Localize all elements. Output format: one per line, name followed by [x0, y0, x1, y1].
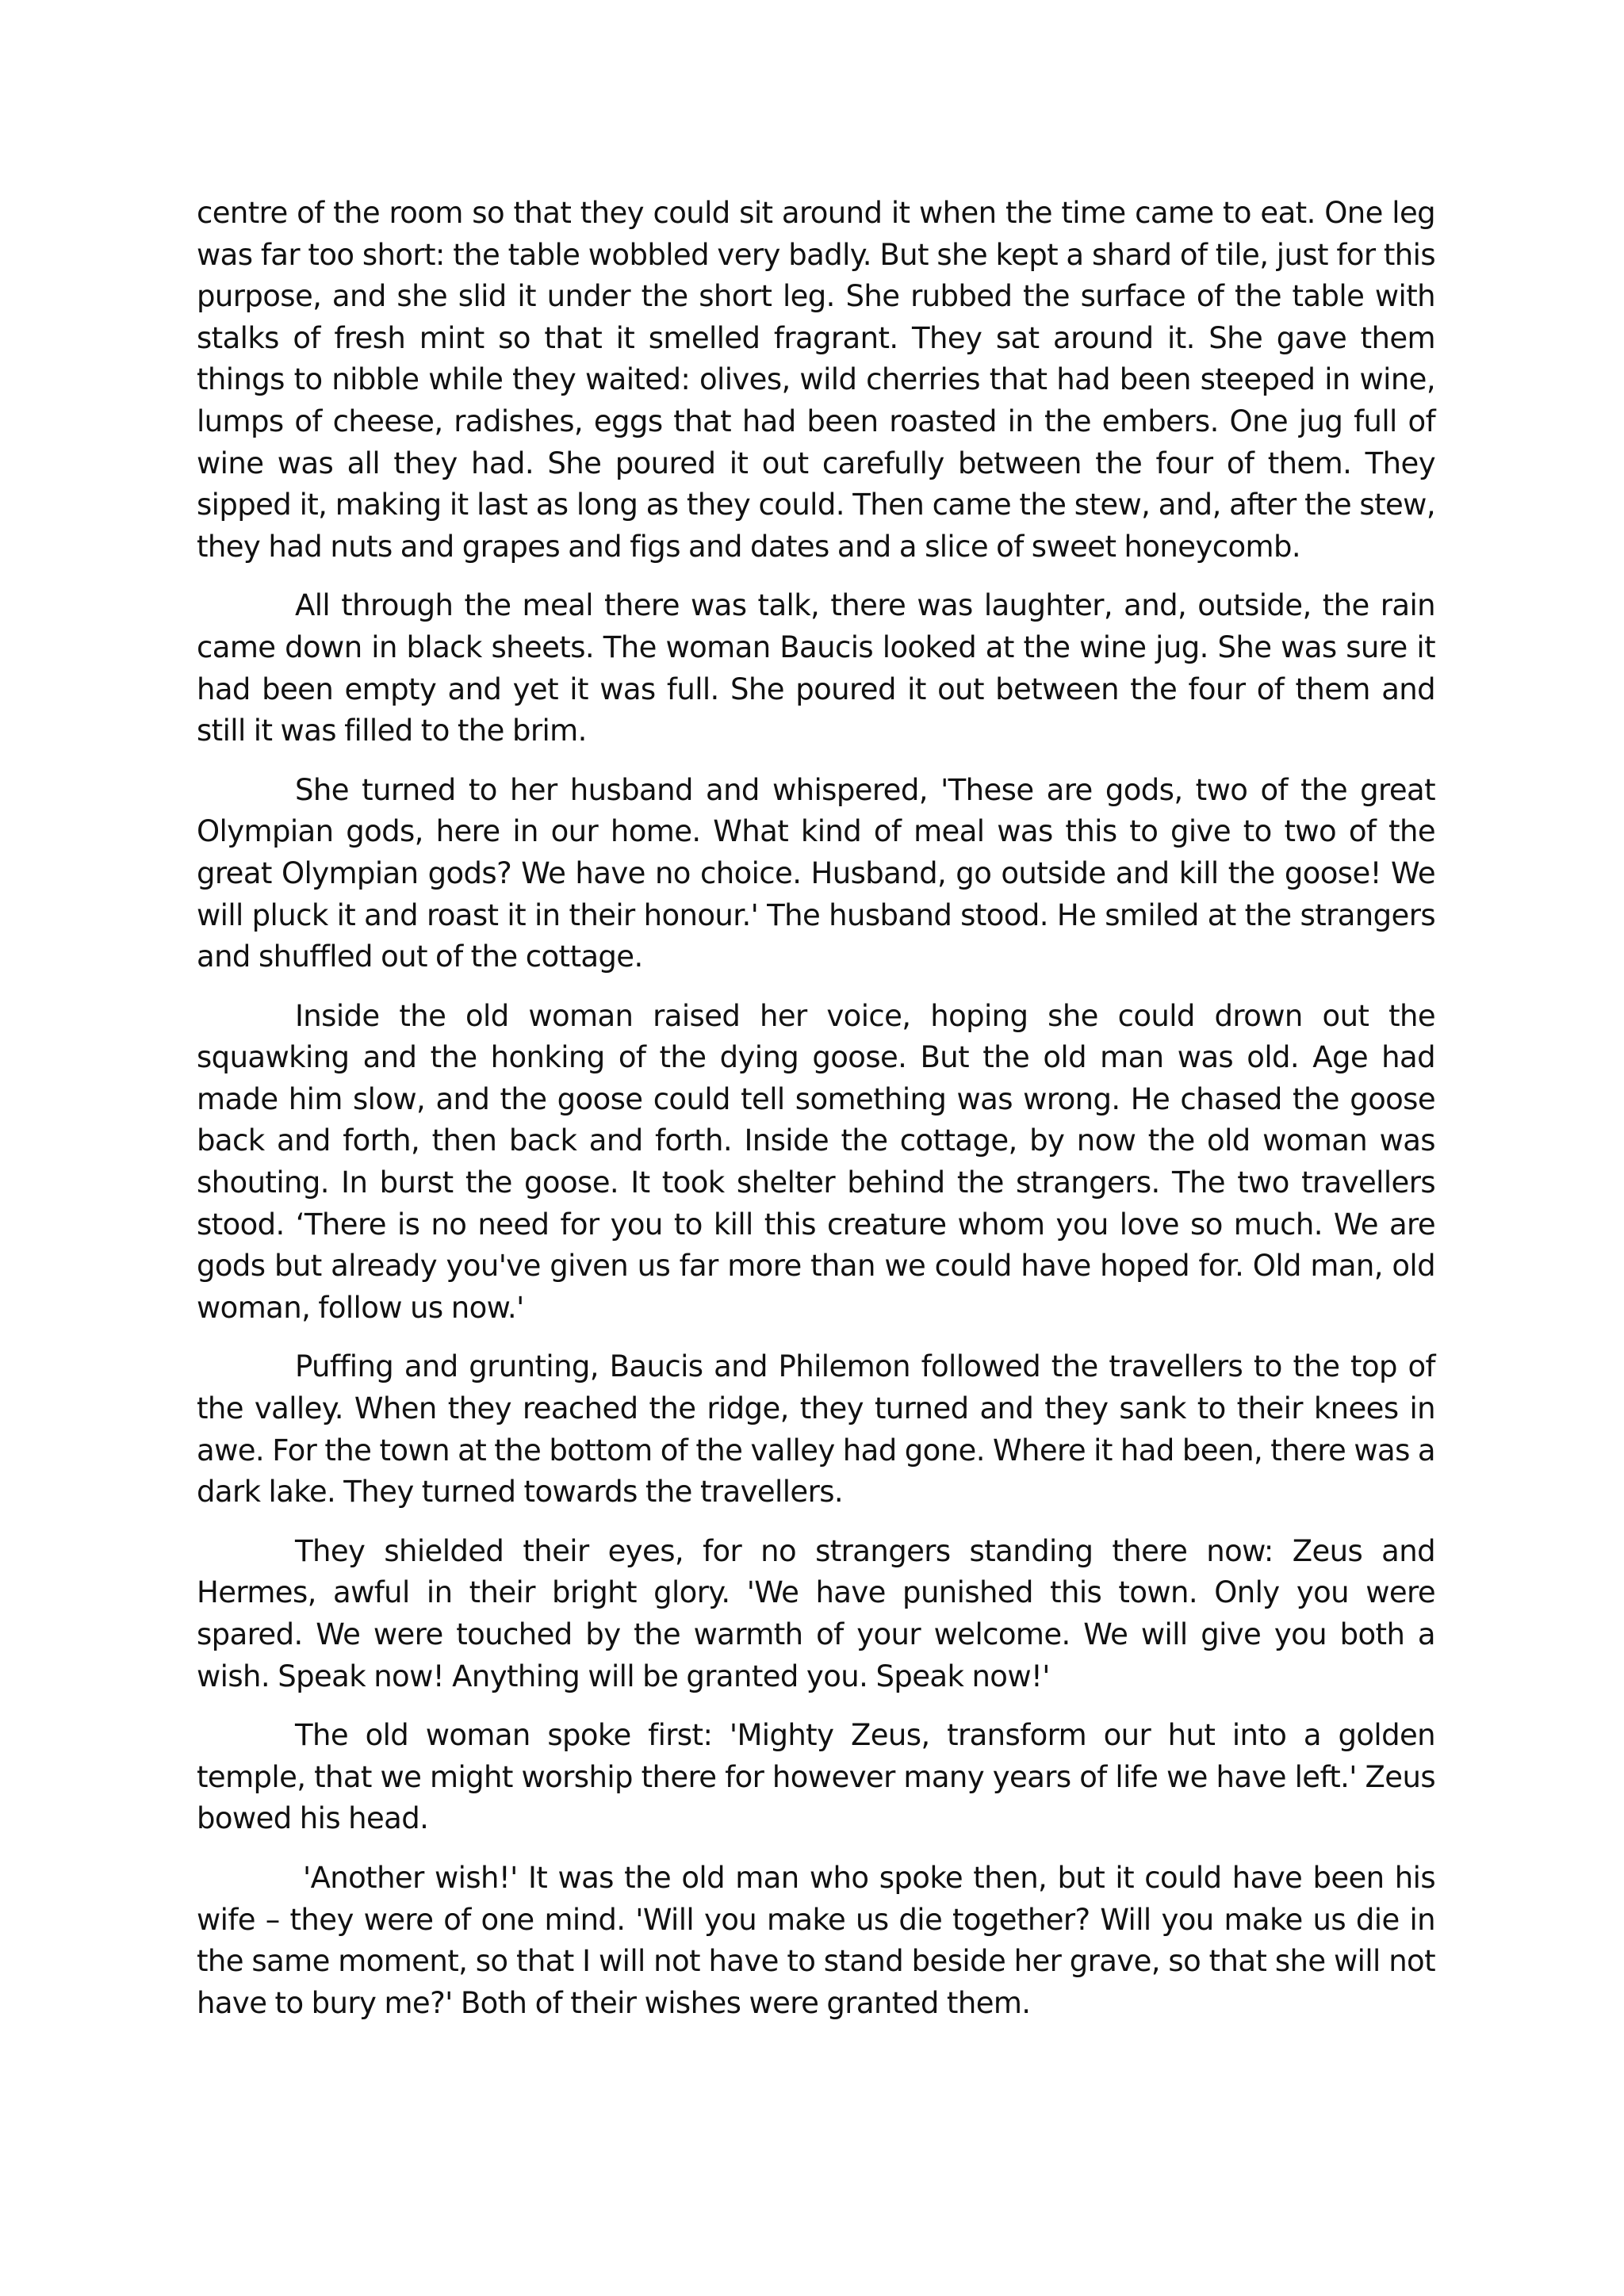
paragraph-1: centre of the room so that they could sit around it when the time came to eat. One leg was far too short: the table wobbled very badly. But she kept a shard of tile, just for this purpose, and she slid it under the short leg. She rubbed the surface of the table with stalks of fresh mint so that it smelled fragrant. They sat around it. She gave them things to nibble while they waited: olives, wild cherries that had been steeped in wine, lumps of cheese, radishes, eggs that had been roasted in the embers. One jug full of wine was all they had. She poured it out carefully between the four of them. They sipped it, making it last as long as they could. Then came the stew, and, after the stew, they had nuts and grapes and figs and dates and a slice of sweet honeycomb. [197, 196, 1435, 564]
paragraph-4: Inside the old woman raised her voice, hoping she could drown out the squawking and the honking of the dying goose. But the old man was old. Age had made him slow, and the goose could tell something was wrong. He chased the goose back and forth, then back and forth. Inside the cottage, by now the old woman was shouting. In burst the goose. It took shelter behind the strangers. The two travellers stood. ‘There is no need for you to kill this creature whom you love so much. We are gods but already you've given us far more than we could have hoped for. Old man, old woman, follow us now.' [197, 998, 1435, 1325]
paragraph-8: 'Another wish!' It was the old man who spoke then, but it could have been his wife – they were of one mind. 'Will you make us die together? Will you make us die in the same moment, so that I will not have to stand beside her grave, so that she will not have to bury me?' Both of their wishes were granted them. [197, 1860, 1435, 2020]
paragraph-6: They shielded their eyes, for no strangers standing there now: Zeus and Hermes, awful in their bright glory. 'We have punished this town. Only you were spared. We were touched by the warmth of your welcome. We will give you both a wish. Speak now! Anything will be granted you. Speak now!' [197, 1533, 1435, 1693]
document-page [197, 193, 1435, 2042]
paragraph-7: The old woman spoke first: 'Mighty Zeus, transform our hut into a golden temple, that we might worship there for however many years of life we have left.' Zeus bowed his head. [197, 1718, 1435, 1836]
paragraph-2: All through the meal there was talk, there was laughter, and, outside, the rain came down in black sheets. The woman Baucis looked at the wine jug. She was sure it had been empty and yet it was full. She poured it out between the four of them and still it was filled to the brim. [197, 588, 1435, 748]
paragraph-3: She turned to her husband and whispered, 'These are gods, two of the great Olympian gods, here in our home. What kind of meal was this to give to two of the great Olympian gods? We have no choice. Husband, go outside and kill the goose! We will pluck it and roast it in their honour.' The husband stood. He smiled at the strangers and shuffled out of the cottage. [197, 772, 1435, 974]
paragraph-5: Puffing and grunting, Baucis and Philemon followed the travellers to the top of the valley. When they reached the ridge, they turned and they sank to their knees in awe. For the town at the bottom of the valley had gone. Where it had been, there was a dark lake. They turned towards the travellers. [197, 1349, 1435, 1510]
